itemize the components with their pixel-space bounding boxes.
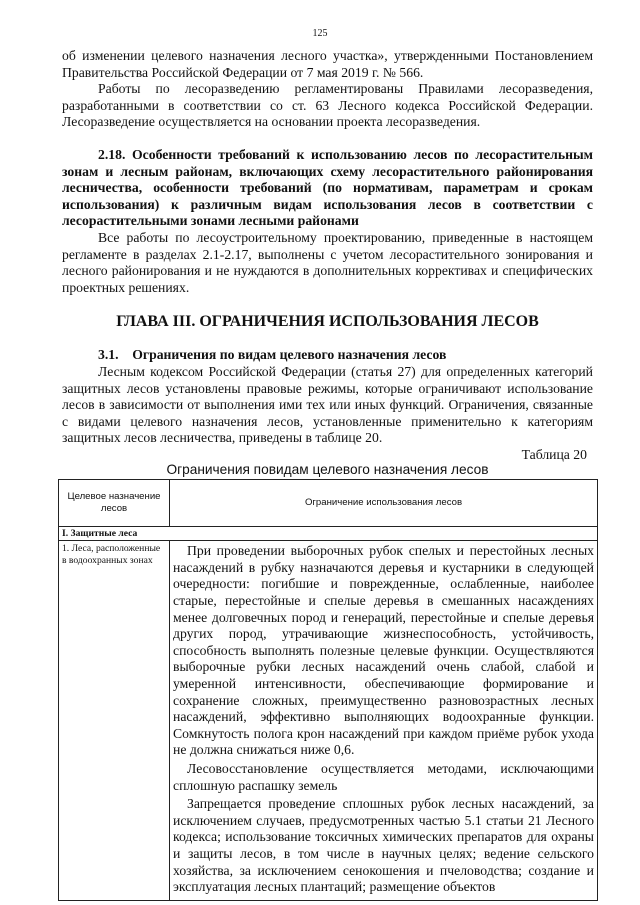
subsection-3-1-title: 3.1. Ограничения по видам целевого назначения лесов: [98, 347, 447, 363]
restriction-paragraph: При проведении выборочных рубок спелых и перестойных лесных насаждений в рубку назначаются деревья и кустарники в следующей очередности: погибшие и поврежденные, ослабленные, наиболее старые, перестойные и спелые деревья в смешанных насаждениях менее долговечных пород и генераций, перестойные и спелые деревья других пород, утрачивающие жизнеспособность, устойчивость, способность выполнять полезные целевые функции. Осуществляются выборочные рубки лесных насаждений очень слабой, слабой и умеренной интенсивности, обеспечивающие формирование и сохранение сложных, преимущественно разновозрастных лесных насаждений, эффективно выполняющих водоохранные функции. Сомкнутость полога крон насаждений при каждом приёме рубок ухода не должна снижаться ниже 0,6.: [173, 543, 594, 758]
restriction-paragraph: Лесовосстановление осуществляется методами, исключающими сплошную распашку земель: [173, 761, 594, 793]
restrictions-table: [58, 479, 598, 901]
header-purpose: Целевое назначение лесов: [59, 479, 170, 526]
table-number: Таблица 20: [521, 446, 587, 462]
table-caption: Ограничения повидам целевого назначения лесов: [166, 461, 489, 477]
section-2-18-heading: 2.18. Особенности требований к использованию лесов по лесорастительным зонам и лесным районам, включающих схему лесорастительного районирования лесничества, особенности требований (по нормативам, параметрам и срокам использования) к различным видам использования лесов в соответствии с лесорастительными зонами лесными районами: [62, 146, 593, 229]
section-2-18-text: Все работы по лесоустроительному проектированию, приведенные в настоящем регламенте в разделах 2.1-2.17, выполнены с учетом лесорастительного зонирования и лесного районирования и не нуждаются в дополнительных коррективах и специфических проектных решениях.: [62, 229, 593, 295]
paragraph-afforestation: Работы по лесоразведению регламентированы Правилами лесоразведения, разработанными в соответствии со ст. 63 Лесного кодекса Российской Федерации. Лесоразведение осуществляется на основании проекта лесоразведения.: [62, 81, 593, 130]
header-restriction: Ограничение использования лесов: [170, 479, 598, 526]
table-group-row: [59, 526, 598, 540]
chapter-title: ГЛАВА III. ОГРАНИЧЕНИЯ ИСПОЛЬЗОВАНИЯ ЛЕСОВ: [116, 313, 539, 331]
table-viewport: [62, 479, 594, 895]
table-header-row: [59, 479, 598, 526]
row-category: 1. Леса, расположенные в водоохранных зонах: [59, 541, 170, 900]
row-restrictions: [170, 541, 598, 900]
table-row: [59, 541, 598, 900]
group-protective-forests: I. Защитные леса: [59, 526, 598, 540]
page-number: 125: [312, 28, 328, 39]
page-content: [62, 48, 594, 895]
paragraph-continuation: об изменении целевого назначения лесного участка», утвержденными Постановлением Правительства Российской Федерации от 7 мая 2019 г. № 566.: [62, 48, 593, 80]
subsection-3-1-text: Лесным кодексом Российской Федерации (статья 27) для определенных категорий защитных лесов установлены правовые режимы, которые ограничивают использование лесов в зависимости от выполнения ими тех или иных функций. Ограничения, связанные с видами целевого назначения лесов, установленные применительно к категориям защитных лесов лесничества, приведены в таблице 20.: [62, 363, 593, 446]
restriction-paragraph: Запрещается проведение сплошных рубок лесных насаждений, за исключением случаев, предусмотренных частью 5.1 статьи 21 Лесного кодекса; использование токсичных химических препаратов для охраны и защиты лесов, в том числе в научных целях; ведение сельского хозяйства, за исключением сенокошения и пчеловодства; создание и эксплуатация лесных плантаций; размещение объектов: [173, 796, 594, 895]
